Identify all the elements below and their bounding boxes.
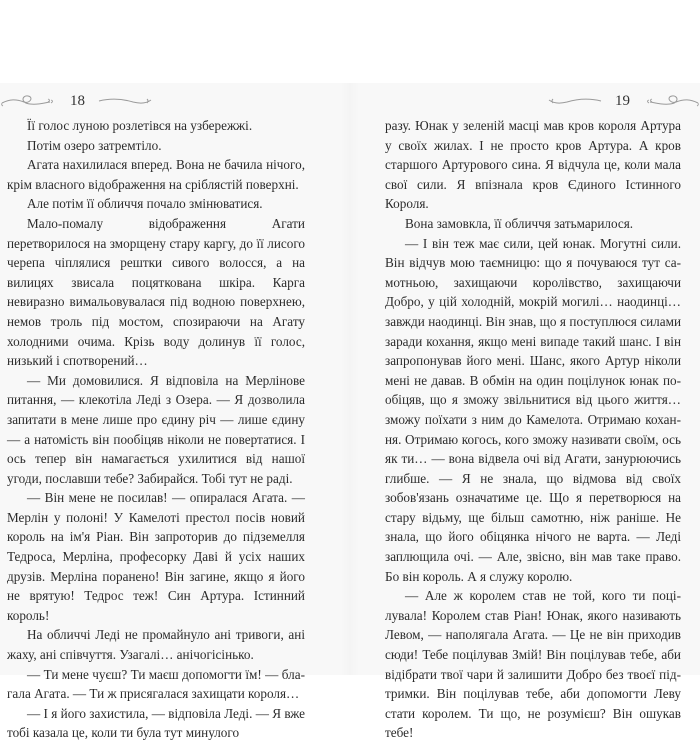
paragraph: — І я його захистила, — відповіла Леді. — Я вже тобі казала це, коли ти була тут минулого	[7, 705, 305, 741]
swash-line-icon	[97, 93, 153, 109]
paragraph: Агата нахилилася вперед. Вона не бачила нічого, крім власного відображення на сріблястій поверхні.	[7, 157, 305, 192]
paragraph: На обличчі Леді не промайнуло ані тривоги, ані жаху, ані співчуття. Узагалі… анічогісінько.	[7, 627, 305, 663]
flourish-ornament-icon	[642, 93, 700, 109]
flourish-ornament-icon	[0, 93, 58, 109]
page-number: 19	[615, 93, 630, 109]
paragraph: разу. Юнак у зеленій масці мав кров короля Артура у своїх жилах. І не просто кров Артура. А кров старшого Артурового сина. Я відчула це, коли мала свої сили. Я впізнала кров Єдиного Істинного Короля.	[385, 118, 681, 212]
paragraph: — Він мене не посилав! — опиралася Агата. — Мерлін у полоні! У Камелоті престол посів новий король на ім'я Ріан. Він запроторив до підземелля Тедроса, Мерліна, професорку Даві й усіх наших друзів. Мерліна поранено! Він загине, якщо я його не врятую! Тедрос теж! Син Артура. Істинний король!	[7, 490, 305, 623]
paragraph: — Ми домовилися. Я відповіла на Мерлінове питання, — клекотіла Леді з Озера. — Я дозволила запитати в мене лише про єдину річ — лише єдину — а натомість він пообіцяв ніколи не повертатися. І ось тепер він намагається ухилитися від нашої угоди, пославши тебе? Забирайся. Тобі тут не раді.	[7, 372, 305, 486]
right-page-text	[385, 116, 681, 743]
right-page	[350, 83, 700, 741]
left-page	[0, 83, 350, 741]
left-page-text	[7, 116, 305, 743]
paragraph: Мало-помалу відображення Агати перетворилося на зморщену стару каргу, до її лисого черепа чіплялися рештки сивого волосся, а на вилицях звисала поцяткована шкіра. Карга невиразно вимальовувалася під водною поверхнею, немов троль під мостом, спозираючи на Агату холодними очима. Крізь воду долинув її голос, низький і спотворений…	[7, 215, 305, 369]
paragraph: — Ти мене чуєш? Ти маєш допомогти їм! — благала Агата. — Ти ж присягалася захищати короля…	[7, 666, 305, 702]
page-number: 18	[70, 93, 85, 109]
paragraph: Вона замовкла, її обличчя затьмарилося.	[405, 215, 634, 231]
paragraph: Потім озеро затремтіло.	[27, 137, 162, 153]
paragraph: Її голос луною розлетівся на узбережжі.	[27, 118, 253, 133]
left-page-header	[0, 91, 153, 111]
paragraph: — Але ж королем став не той, кого ти поцілувала! Королем став Ріан! Юнак, якого називають Левом, — наполягала Агата. — Це не він приходив сюди! Тебе поцілував Змій! Він поцілував тебе, аби відібрати твої чари й залишити Добро без твоєї підтримки. Він поцілував тебе, аби допомогти Леву стати королем. Ти що, не розумієш? Він ошукав тебе!	[385, 588, 681, 741]
paragraph: — І він теж має сили, цей юнак. Могутні сили. Він відчув мою таємницю: що я почуваюся тут самотньою, захищаючи королівство, захищаючи Добро, у цій холодній, мокрій могилі… наодинці… завжди наодинці. Він знав, що я поступлюся силами заради кохання, якщо мені випаде такий шанс. І він запропонував його мені. Шанс, якого Артур ніколи мені не давав. В обмін на один поцілунок юнак пообіцяв, що я зможу звільнитися від цього життя… зможу поїхати з ним до Камелота. Отримаю кохання. Отримаю когось, кого зможу називати своїм, ось як ти… — вона відвела очі від Агати, занурюючись глибше. — Я не знала, що відмова від своїх зобов'язань означатиме це. Що я перетворюся на стару відьму, ще більш самотню, ніж раніше. Не знала, що його обіцянка нічого не варта. — Леді заплющила очі. — Але, звісно, він мав таке право. Бо він король. А я служу королю.	[385, 235, 681, 584]
book-spread	[0, 83, 700, 741]
right-page-header	[547, 91, 700, 111]
swash-line-icon	[547, 93, 603, 109]
paragraph: Але потім її обличчя почало змінюватися.	[27, 196, 263, 212]
